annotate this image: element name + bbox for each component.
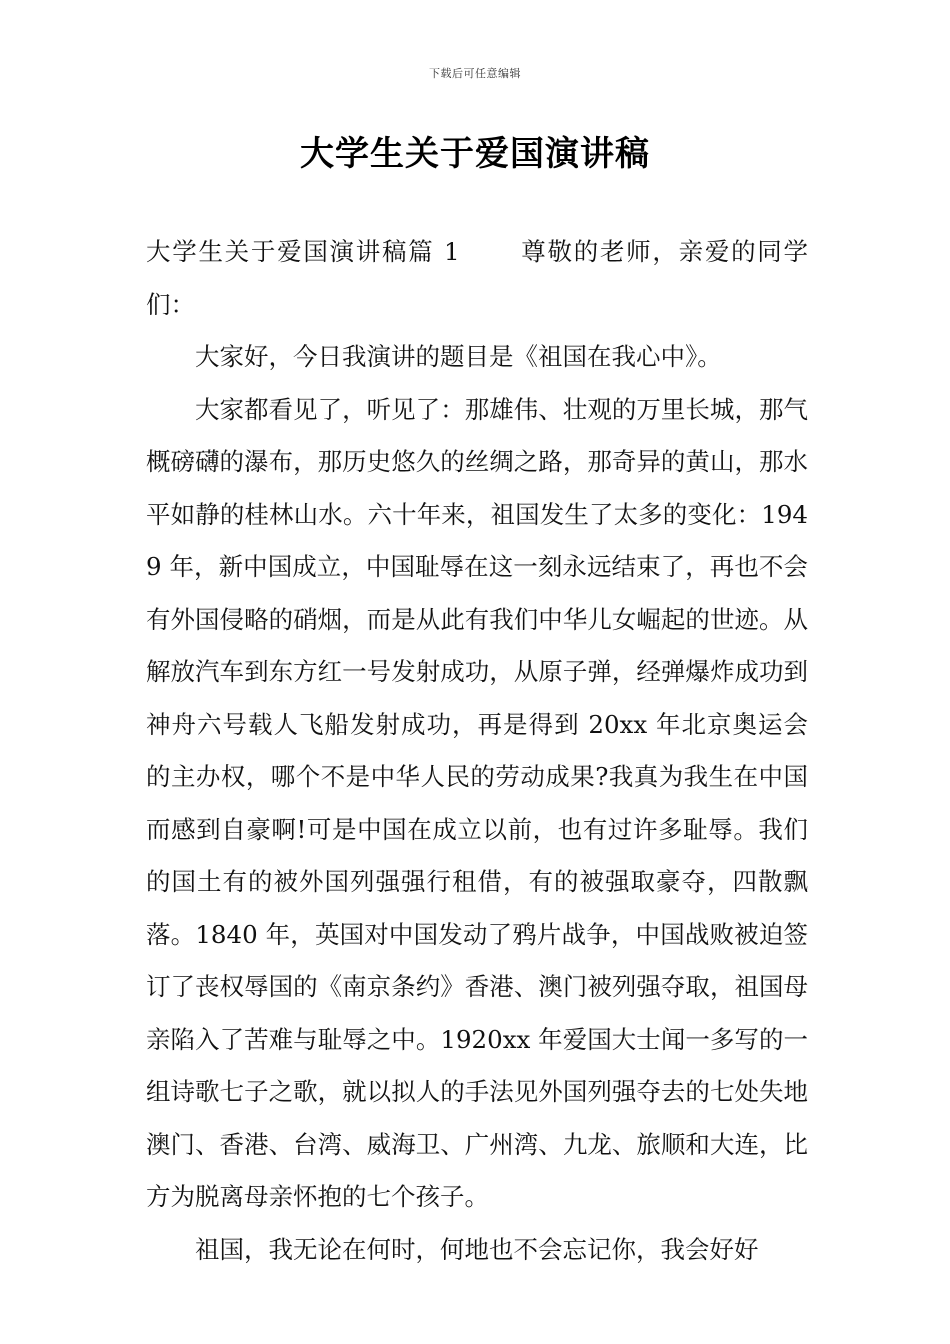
header-note: 下载后可任意编辑 [429, 67, 521, 80]
document-body [146, 226, 808, 1276]
section-heading-line [146, 226, 808, 331]
greeting: 尊敬的老师，亲爱的同学们： [146, 237, 809, 319]
section-label: 大学生关于爱国演讲稿篇 1 [146, 237, 460, 266]
paragraph-1: 大家好，今日我演讲的题目是《祖国在我心中》。 [195, 342, 722, 371]
document-title: 大学生关于爱国演讲稿 [300, 134, 650, 174]
paragraph-2: 大家都看见了，听见了：那雄伟、壮观的万里长城，那气概磅礴的瀑布，那历史悠久的丝绸之路，那奇异的黄山，那水平如静的桂林山水。六十年来，祖国发生了太多的变化：1949 年，新中国成立，中国耻辱在这一刻永远结束了，再也不会有外国侵略的硝烟，而是从此有我们中华儿女崛起的世迹。从解放汽车到东方红一号发射成功，从原子弹，经弹爆炸成功到神舟六号载人飞船发射成功，再是得到 20xx 年北京奥运会的主办权，哪个不是中华人民的劳动成果?我真为我生在中国而感到自豪啊!可是中国在成立以前，也有过许多耻辱。我们的国土有的被外国列强强行租借，有的被强取豪夺，四散飘落。1840 年，英国对中国发动了鸦片战争，中国战败被迫签订了丧权辱国的《南京条约》香港、澳门被列强夺取，祖国母亲陷入了苦难与耻辱之中。1920xx 年爱国大士闻一多写的一组诗歌七子之歌，就以拟人的手法见外国列强夺去的七处失地澳门、香港、台湾、威海卫、广州湾、九龙、旅顺和大连，比方为脱离母亲怀抱的七个孩子。 [146, 394, 808, 1211]
paragraph-3: 祖国，我无论在何时，何地也不会忘记你，我会好好 [195, 1234, 759, 1264]
